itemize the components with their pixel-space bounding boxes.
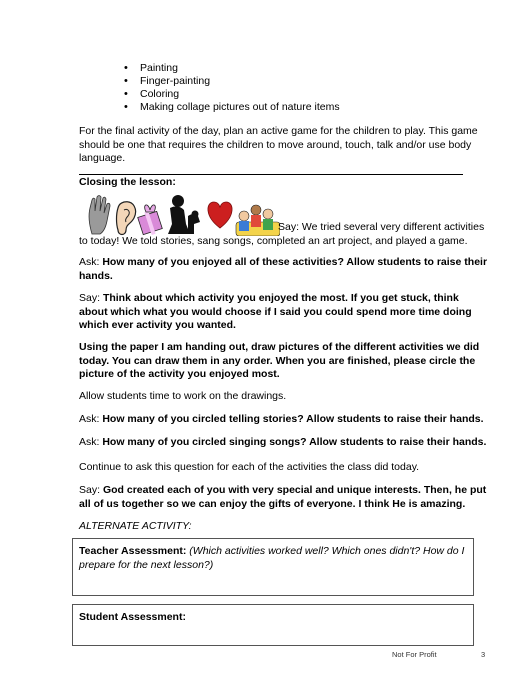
activity-bullet-list — [124, 62, 340, 114]
student-assessment-label: Student Assessment: — [79, 611, 186, 623]
paragraph-drawing-instructions: Using the paper I am handing out, draw pictures of the different activities we did today. You can draw them in any order. When you are finished, please circle the picture of the activity you enjoyed most. — [79, 341, 480, 380]
page-number: 3 — [481, 650, 486, 659]
list-item: • Painting — [124, 62, 340, 75]
paragraph-continue: Continue to ask this question for each of the activities the class did today. — [79, 461, 420, 473]
say-text: We tried several very different activities to today! We told stories, sang songs, completed an art project, and played a game. — [79, 221, 485, 247]
teacher-assessment-label: Teacher Assessment: — [79, 545, 187, 557]
section-divider — [79, 174, 463, 175]
closing-say — [79, 221, 489, 248]
teacher-assessment-box[interactable] — [72, 538, 474, 596]
list-item: • Coloring — [124, 88, 340, 101]
say-label: Say: — [278, 221, 300, 233]
teacher-assessment-prompt: (Which activities worked well? Which ones didn't? How do I prepare for the next lesson?) — [79, 545, 465, 571]
final-activity-text: For the final activity of the day, plan an active game for the children to play. This game should be one that requires the children to move around, touch, talk and/or use body language. — [79, 125, 478, 164]
footer-text: Not For Profit — [392, 650, 437, 659]
alternate-activity-heading: ALTERNATE ACTIVITY: — [79, 520, 192, 532]
student-assessment-box[interactable] — [72, 604, 474, 646]
paragraph-say-god: Say: God created each of you with very special and unique interests. Then, he put all of us together so we can enjoy the gifts of everyone. I think He is amazing. — [79, 484, 487, 510]
paragraph-say-think: Say: Think about which activity you enjoyed the most. If you get stuck, think about which what you would choose if I said you could spend more time doing which ever activity you wanted. — [79, 292, 472, 331]
closing-heading: Closing the lesson: — [79, 176, 176, 188]
list-item: • Finger-painting — [124, 75, 340, 88]
paragraph-ask-stories: Ask: How many of you circled telling stories? Allow students to raise their hands. — [79, 413, 484, 425]
paragraph-ask-enjoyed: Ask: How many of you enjoyed all of these activities? Allow students to raise their hands. — [79, 256, 488, 282]
paragraph-ask-songs: Ask: How many of you circled singing songs? Allow students to raise their hands. — [79, 436, 487, 448]
list-item: • Making collage pictures out of nature items — [124, 101, 340, 114]
paragraph-allow-drawing: Allow students time to work on the drawings. — [79, 390, 287, 402]
